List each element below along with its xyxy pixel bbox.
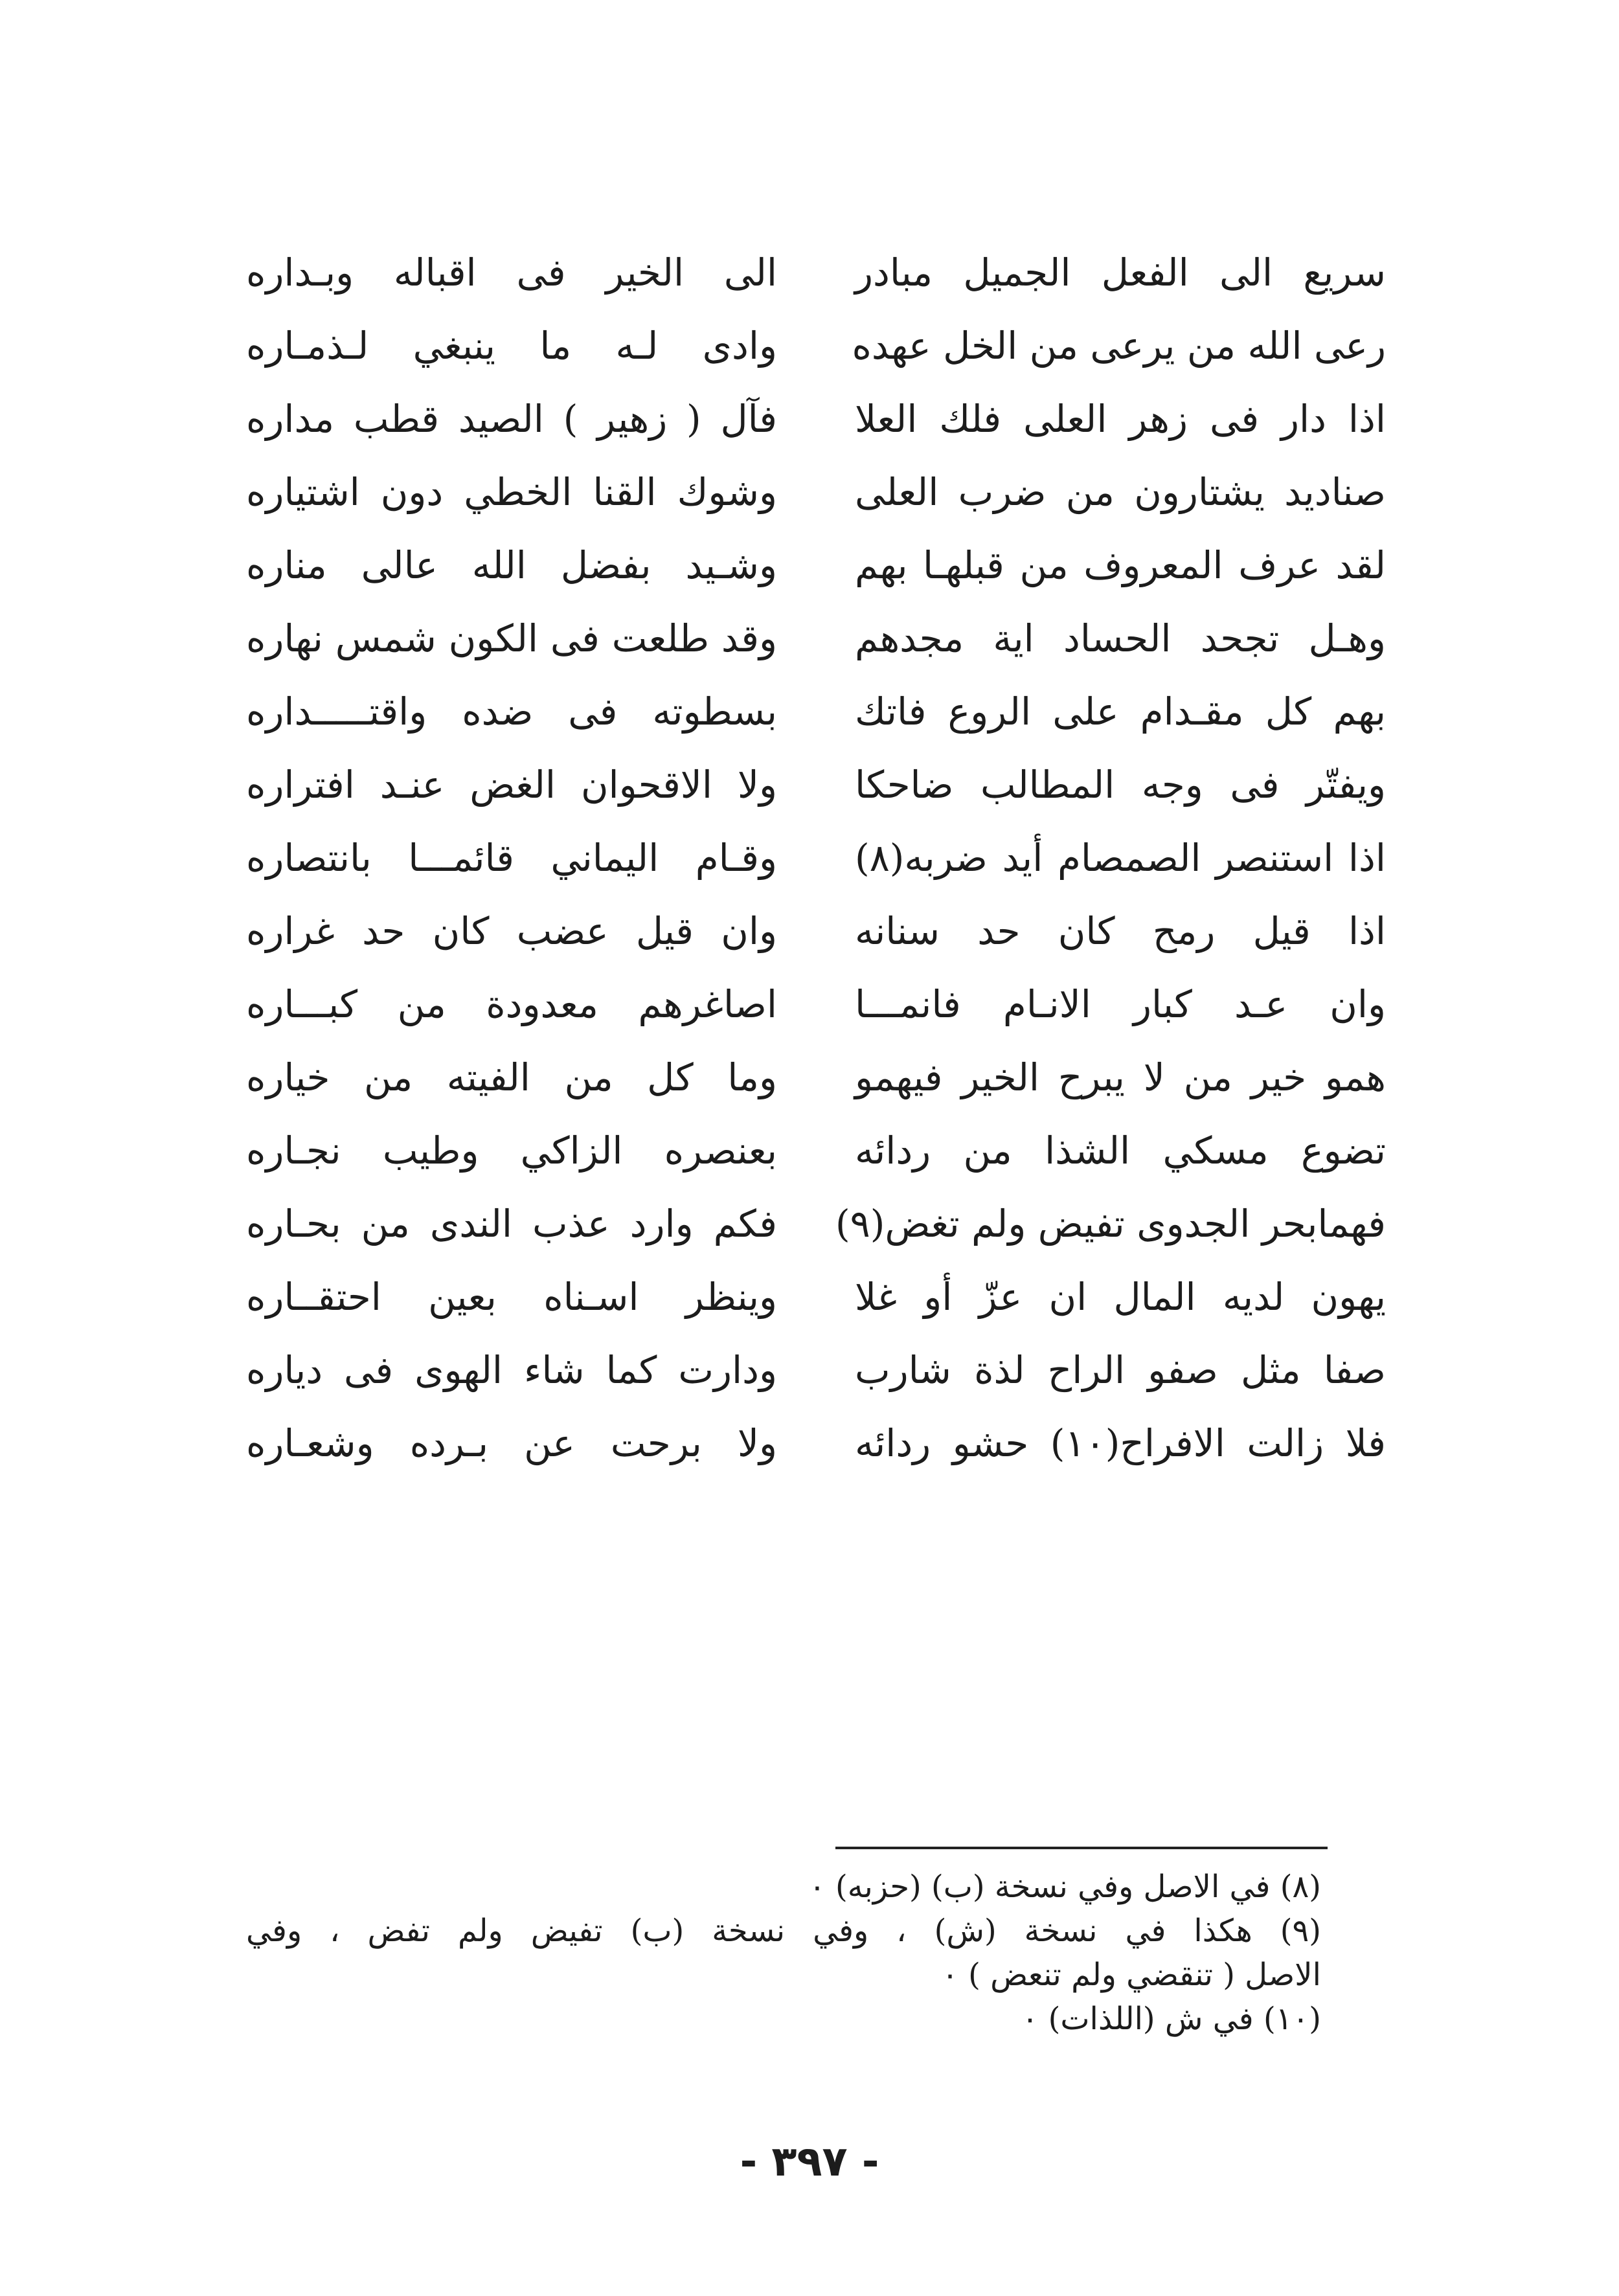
hemistich: وشـيد بفضل الله عالى مناره [246, 543, 777, 587]
poem-left-column [246, 236, 777, 1480]
hemistich: وهـل تجحد الحساد اية مجدهم [855, 616, 1386, 660]
hemistich: فهمابحر الجدوى تفيض ولم تغض(٩) [835, 1202, 1386, 1246]
hemistich: همو خير من لا يبرح الخير فيهمو [855, 1055, 1386, 1099]
footnote-continuation: الاصل ( تنقضي ولم تنعض ) ٠ [942, 1957, 1321, 1993]
hemistich: وادى لـه ما ينبغي لـذمـاره [246, 324, 777, 368]
footnote-divider [835, 1847, 1328, 1849]
hemistich: فآل ( زهير ) الصيد قطب مداره [246, 397, 777, 441]
hemistich: بهم كل مقـدام على الروع فاتك [855, 690, 1386, 734]
hemistich: فلا زالت الافراح(١٠) حشو ردائه [855, 1421, 1386, 1465]
hemistich: اصاغرهم معدودة من كبـــاره [246, 982, 777, 1026]
footnote: (١٠) في ش (اللذات) ٠ [1021, 2001, 1321, 2037]
hemistich: وشوك القنا الخطي دون اشتياره [246, 470, 777, 514]
hemistich: وينظر اسـناه بعين احتقــاره [246, 1275, 777, 1319]
footnote: (٩) هكذا في نسخة (ش) ، وفي نسخة (ب) تفيض ولم تفض ، وفي [246, 1913, 1321, 1949]
hemistich: ولا الاقحوان الغض عنـد افتراره [246, 763, 777, 807]
hemistich: لقد عرف المعروف من قبلهـا بهم [855, 543, 1386, 587]
hemistich: رعى الله من يرعى من الخل عهده [852, 324, 1386, 368]
hemistich: ويفتّر فى وجه المطالب ضاحكا [855, 763, 1386, 807]
hemistich: بسطوته فى ضده واقتـــــداره [246, 690, 777, 734]
hemistich: صفا مثل صفو الراح لذة شارب [855, 1348, 1386, 1392]
footnotes [246, 1865, 1321, 2041]
hemistich: اذا استنصر الصمصام أيد ضربه(٨) [855, 836, 1386, 880]
hemistich: وقد طلعت فى الكون شمس نهاره [246, 616, 777, 660]
hemistich: اذا دار فى زهر العلى فلك العلا [855, 397, 1386, 441]
hemistich: وما كل من الفيته من خياره [246, 1055, 777, 1099]
hemistich: اذا قيل رمح كان حد سنانه [855, 909, 1386, 953]
hemistich: وقـام اليماني قائمـــا بانتصاره [246, 836, 777, 880]
poem [246, 236, 1386, 1480]
hemistich: وان عـد كبار الانـام فانمـــا [855, 982, 1386, 1026]
hemistich: صناديد يشتارون من ضرب العلى [855, 470, 1386, 514]
hemistich: تضوع مسكي الشذا من ردائه [855, 1129, 1386, 1173]
page-number: - ٣٩٧ - [740, 2138, 879, 2186]
hemistich: ودارت كما شاء الهوى فى دياره [246, 1348, 777, 1392]
footnote: (٨) في الاصل وفي نسخة (ب) (حزبه) ٠ [809, 1869, 1321, 1905]
hemistich: بعنصره الزاكي وطيب نجـاره [246, 1129, 777, 1173]
hemistich: يهون لديه المال ان عزّ أو غلا [855, 1275, 1386, 1319]
hemistich: ولا برحت عن بـرده وشعـاره [246, 1421, 777, 1465]
hemistich: وان قيل عضب كان حد غراره [246, 909, 777, 953]
hemistich: الى الخير فى اقباله وبـداره [246, 251, 777, 295]
hemistich: سريع الى الفعل الجميل مبادر [855, 251, 1386, 295]
hemistich: فكم وارد عذب الندى من بحـاره [246, 1202, 777, 1246]
poem-right-column [835, 236, 1386, 1480]
